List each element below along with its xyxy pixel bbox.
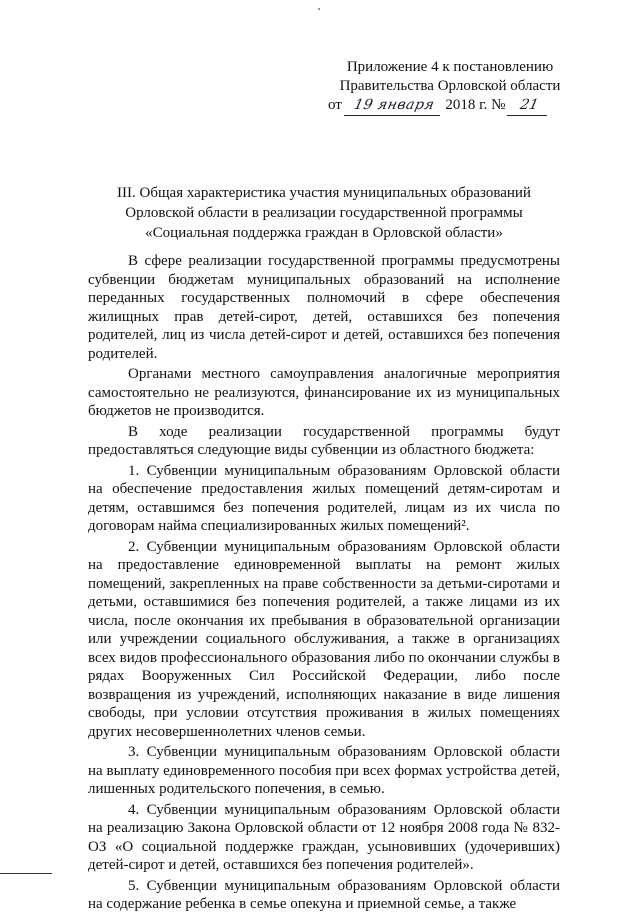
- handwritten-date: 19 января: [343, 96, 443, 116]
- list-item: 1. Субвенции муниципальным образованиям Орловской области на обеспечение предоставления жилых помещений детям-сиротам и детям, оставшимся без попечения родителей, лицам из их числа по договорам найма специализированных жилых помещений².: [88, 462, 560, 534]
- year-label: 2018 г. №: [445, 97, 506, 113]
- paragraph: В ходе реализации государственной программы будут предоставляться следующие виды субвенции из областного бюджета:: [88, 423, 560, 458]
- body-text: [88, 252, 560, 916]
- list-item: 4. Субвенции муниципальным образованиям Орловской области на реализацию Закона Орловской области от 12 ноября 2008 года № 832-ОЗ «О социальной поддержке граждан, усыновивших (удочеривших) детей-сирот и детей, оставшихся без попечения родителей».: [88, 801, 560, 873]
- from-label: от: [328, 97, 342, 113]
- list-item: 2. Субвенции муниципальным образованиям Орловской области на предоставление единовременной выплаты на ремонт жилых помещений, закрепленных на праве собственности за детьми-сиротами и детьми, оставшимися без попечения родителей, а также лицами из их числа, после окончания их пребывания в образовательной организации или учреждении социального обслуживания, а также в организациях всех видов профессионального образования либо по окончании службы в рядах Вооруженных Сил Российской Федерации, либо после возвращения из учреждений, исполняющих наказание в виде лишения свободы, при условии отсутствия проживания в жилых помещениях других несовершеннолетних членов семьи.: [88, 538, 560, 740]
- handwritten-number: 21: [507, 96, 551, 116]
- list-item: 5. Субвенции муниципальным образованиям Орловской области на содержание ребенка в семье опекуна и приемной семье, а также: [88, 877, 560, 912]
- appendix-line-1: Приложение 4 к постановлению: [346, 59, 554, 75]
- section-title: III. Общая характеристика участия муниципальных образований Орловской области в реализации государственной программы «Социальная поддержка граждан в Орловской области»: [117, 185, 531, 241]
- appendix-line-2: Правительства Орловской области: [339, 78, 561, 94]
- paragraph: Органами местного самоуправления аналогичные мероприятия самостоятельно не реализуются, финансирование их из муниципальных бюджетов не производится.: [88, 366, 560, 419]
- list-item: 3. Субвенции муниципальным образованиям Орловской области на выплату единовременного пособия при всех формах устройства детей, лишенных родительского попечения, в семью.: [88, 744, 560, 797]
- appendix-header: [320, 58, 580, 116]
- footnote-divider: [0, 873, 52, 874]
- appendix-date-line: [320, 96, 580, 116]
- paragraph: В сфере реализации государственной программы предусмотрены субвенции бюджетам муниципальных образований на исполнение переданных государственных полномочий в сфере обеспечения жилищных прав детей-сирот, детей, оставшихся без попечения родителей, лиц из числа детей-сирот и детей, оставшихся без попечения родителей.: [88, 253, 560, 362]
- scan-speck: [318, 8, 320, 10]
